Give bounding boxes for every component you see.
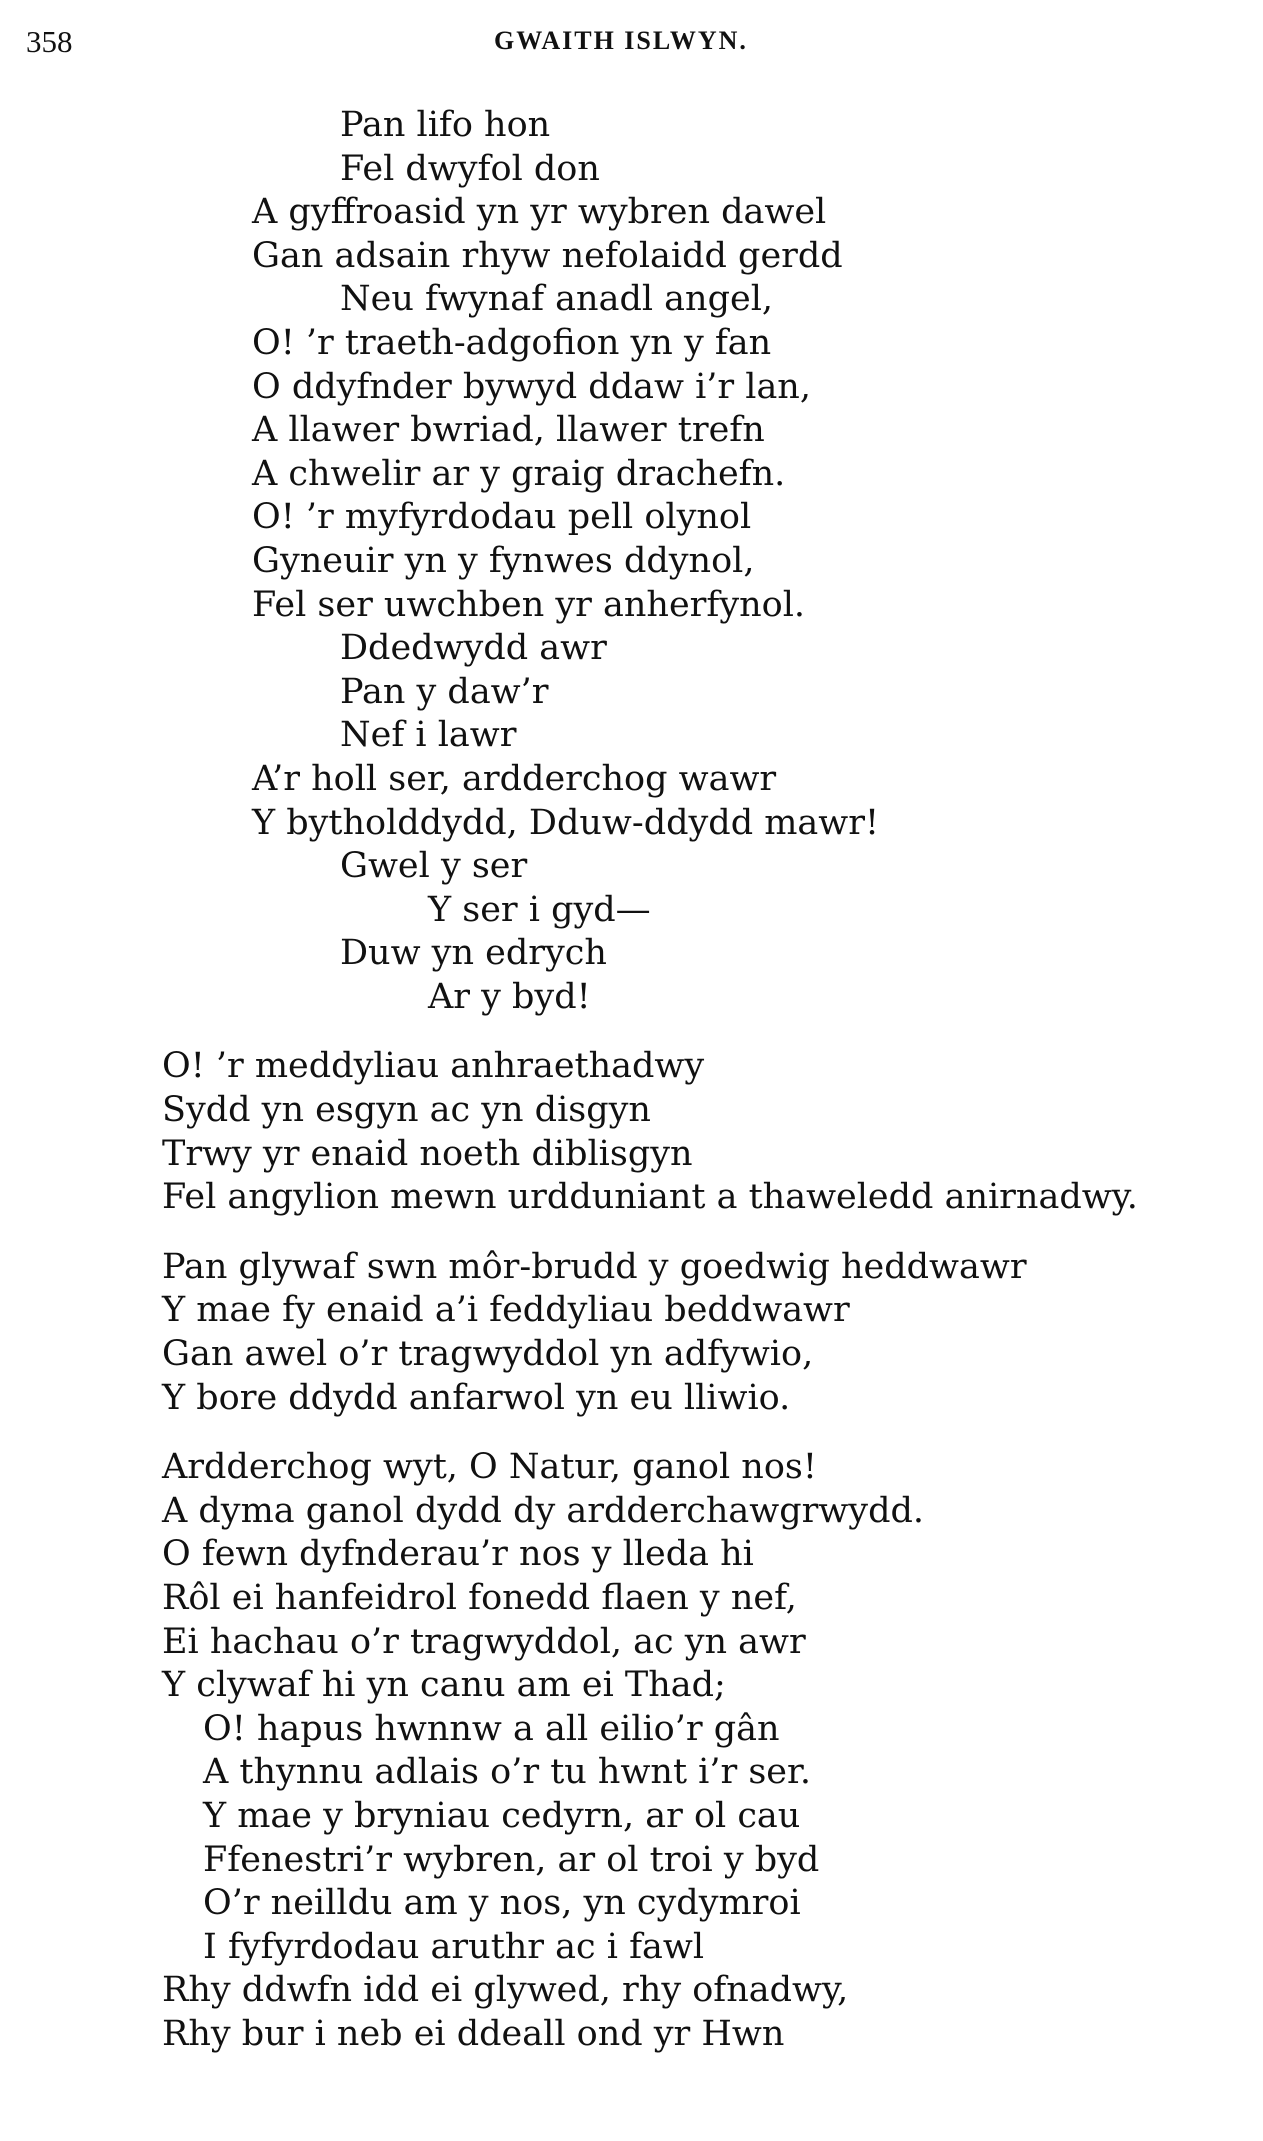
stanza xyxy=(0,1045,1263,1219)
verse-line: A llawer bwriad, llawer trefn xyxy=(252,410,765,451)
verse-line: Nef i lawr xyxy=(340,715,517,756)
verse-line: O! hapus hwnnw a all eilio’r gân xyxy=(203,1708,780,1749)
verse-line: Ddedwydd awr xyxy=(340,628,607,669)
running-head xyxy=(26,24,1236,64)
verse-line: Fel ser uwchben yr anherfynol. xyxy=(252,584,806,625)
stanza xyxy=(0,104,1263,1019)
verse-line: Ei hachau o’r tragwyddol, ac yn awr xyxy=(162,1621,806,1662)
stanza-gap xyxy=(0,1019,1263,1045)
verse-line: Fel angylion mewn urdduniant a thaweledd anirnadwy. xyxy=(162,1177,1138,1218)
verse-line: Y mae y bryniau cedyrn, ar ol cau xyxy=(203,1795,801,1836)
poem-body xyxy=(0,104,1263,2057)
verse-line: Gwel y ser xyxy=(340,846,528,887)
verse-line: A gyffroasid yn yr wybren dawel xyxy=(252,192,827,233)
verse-line: O! ’r traeth-adgofion yn y fan xyxy=(252,322,772,363)
verse-line: O! ’r meddyliau anhraethadwy xyxy=(162,1046,705,1087)
stanza-gap xyxy=(0,1220,1263,1246)
verse-line: Y clywaf hi yn canu am ei Thad; xyxy=(162,1665,726,1706)
verse-line: Y bytholddydd, Dduw-ddydd mawr! xyxy=(252,802,880,843)
verse-line: Gan adsain rhyw nefolaidd gerdd xyxy=(252,235,843,276)
page-number: 358 xyxy=(26,24,73,59)
verse-line: A chwelir ar y graig drachefn. xyxy=(252,453,786,494)
verse-line: Rôl ei hanfeidrol fonedd flaen y nef, xyxy=(162,1578,797,1618)
verse-line: Y bore ddydd anfarwol yn eu lliwio. xyxy=(162,1377,791,1418)
stanza-gap xyxy=(0,1420,1263,1446)
stanza xyxy=(0,1246,1263,1420)
verse-line: I fyfyrdodau aruthr ac i fawl xyxy=(203,1926,705,1967)
verse-line: O’r neilldu am y nos, yn cydymroi xyxy=(203,1883,801,1924)
verse-line: Pan glywaf swn môr-brudd y goedwig heddwawr xyxy=(162,1246,1027,1287)
verse-line: Ardderchog wyt, O Natur, ganol nos! xyxy=(162,1447,817,1488)
verse-line: A dyma ganol dydd dy ardderchawgrwydd. xyxy=(162,1490,925,1531)
verse-line: A thynnu adlais o’r tu hwnt i’r ser. xyxy=(203,1752,812,1793)
verse-line: Ffenestri’r wybren, ar ol troi y byd xyxy=(203,1839,820,1880)
verse-line: A’r holl ser, ardderchog wawr xyxy=(252,758,777,799)
verse-line: Neu fwynaf anadl angel, xyxy=(340,279,774,320)
verse-line: Pan y daw’r xyxy=(340,671,549,712)
verse-line: O! ’r myfyrdodau pell olynol xyxy=(252,497,752,538)
verse-line: Rhy ddwfn idd ei glywed, rhy ofnadwy, xyxy=(162,1970,849,2011)
running-title: GWAITH ISLWYN. xyxy=(494,26,748,55)
verse-line: Trwy yr enaid noeth diblisgyn xyxy=(162,1133,693,1174)
verse-line: Y mae fy enaid a’i feddyliau beddwawr xyxy=(162,1290,850,1331)
verse-line: O ddyfnder bywyd ddaw i’r lan, xyxy=(252,366,811,407)
verse-line: Duw yn edrych xyxy=(340,933,607,974)
stanza xyxy=(0,1446,1263,2056)
verse-line: Pan lifo hon xyxy=(340,105,551,145)
verse-line: Ar y byd! xyxy=(428,976,591,1017)
verse-line: Rhy bur i neb ei ddeall ond yr Hwn xyxy=(162,2013,785,2054)
verse-line: Fel dwyfol don xyxy=(340,148,600,189)
verse-line: O fewn dyfnderau’r nos y lleda hi xyxy=(162,1534,754,1575)
verse-line: Y ser i gyd— xyxy=(428,889,651,930)
verse-line: Sydd yn esgyn ac yn disgyn xyxy=(162,1090,651,1131)
verse-line: Gyneuir yn y fynwes ddynol, xyxy=(252,540,755,581)
verse-line: Gan awel o’r tragwyddol yn adfywio, xyxy=(162,1334,814,1375)
